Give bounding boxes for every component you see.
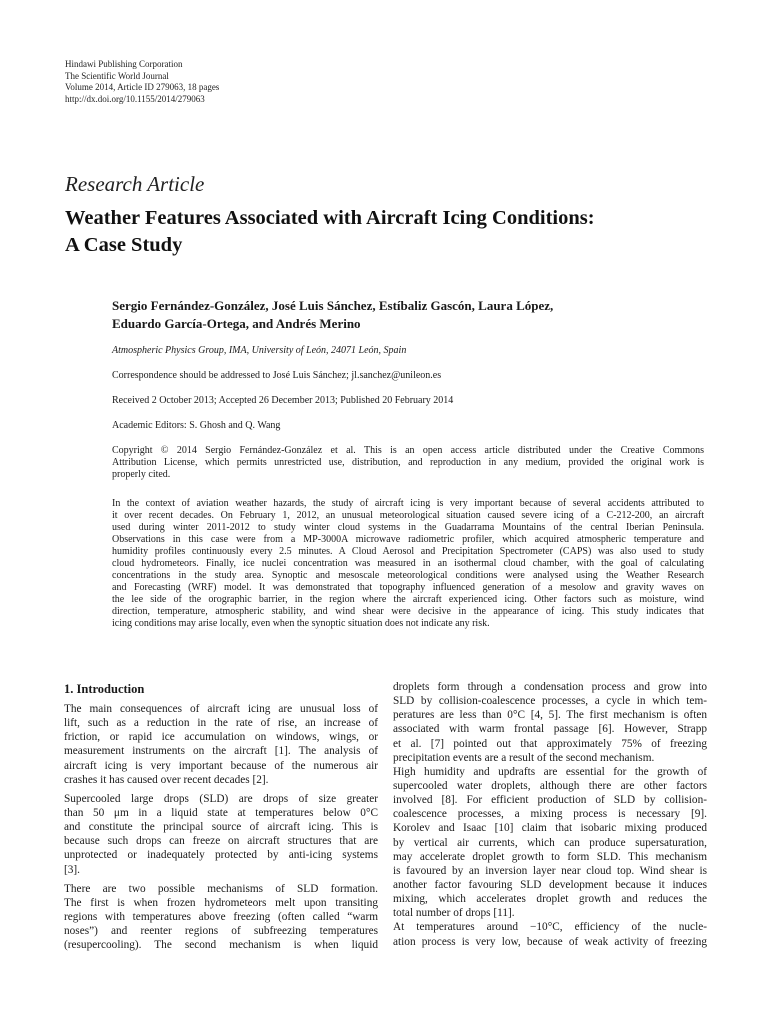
body-text-line: crashes it has caused over recent decades [2]. bbox=[64, 773, 269, 786]
body-text-line: than 50 μm in a liquid state at temperatures below 0°C bbox=[64, 806, 378, 819]
body-text-line: (resupercooling). The second mechanism is when liquid bbox=[64, 939, 378, 952]
abstract-line: used during winter 2011-2012 to study winter cloud systems in the Guadarrama Mountains of the central Iberian Peninsula. bbox=[112, 522, 704, 533]
abstract-line: Observations in this case were from a MP-3000A microwave radiometric profiler, which acquired atmospheric temperature and bbox=[112, 534, 704, 545]
body-text-line: droplets form through a condensation process and grow into bbox=[393, 681, 707, 693]
abstract-line: icing conditions may arise locally, even when the synoptic situation does not indicate any risk. bbox=[112, 618, 490, 629]
section-heading-introduction: 1. Introduction bbox=[64, 682, 145, 696]
abstract-line: direction, temperature, atmospheric stability, and wind shear were decisive in the appearance of icing. This study indicates that bbox=[112, 606, 704, 617]
body-text-line: because such drops can freeze on aircraft structures that are bbox=[64, 835, 378, 848]
author-line: Eduardo García-Ortega, and Andrés Merino bbox=[112, 316, 361, 331]
right-column-body bbox=[393, 680, 707, 949]
abstract-line: concentrations in the study area. Synoptic and mesoscale meteorological conditions were analysed using the Weather Research bbox=[112, 570, 704, 581]
body-text-line: There are two possible mechanisms of SLD formation. bbox=[64, 882, 378, 895]
right-column bbox=[393, 680, 707, 949]
volume-info: Volume 2014, Article ID 279063, 18 pages bbox=[65, 82, 220, 92]
abstract-line: In the context of aviation weather hazards, the study of aircraft icing is very important because of several accidents attributed to bbox=[112, 498, 704, 509]
body-text-line: total number of drops [11]. bbox=[393, 907, 515, 920]
body-text-line: mixing, which accelerates droplet growth and reduces the bbox=[393, 893, 707, 906]
left-column bbox=[64, 680, 378, 952]
doi-link[interactable]: http://dx.doi.org/10.1155/2014/279063 bbox=[65, 93, 205, 104]
body-text-line: At temperatures around −10°C, efficiency of the nucle- bbox=[393, 921, 707, 934]
paper-title bbox=[65, 205, 715, 259]
body-text-line: SLD by collision-coalescence processes, a cycle in which tem- bbox=[393, 695, 707, 708]
body-text-line: precipitation events are a result of the second mechanism. bbox=[393, 751, 655, 764]
copyright-notice bbox=[112, 445, 704, 481]
body-text-line: may accelerate droplet growth to form SLD. This mechanism bbox=[393, 850, 707, 863]
title-line: A Case Study bbox=[65, 234, 183, 256]
journal-name: The Scientific World Journal bbox=[65, 70, 169, 81]
correspondence: Correspondence should be addressed to José Luis Sánchez; jl.sanchez@unileon.es bbox=[112, 370, 442, 381]
body-text-line: friction, or rapid ice accumulation on windows, wings, or bbox=[64, 731, 378, 744]
body-text-line: supercooled water droplets, although there are other factors bbox=[393, 779, 707, 792]
academic-editors: Academic Editors: S. Ghosh and Q. Wang bbox=[112, 420, 281, 431]
left-column-body bbox=[64, 702, 378, 952]
affiliation: Atmospheric Physics Group, IMA, University of León, 24071 León, Spain bbox=[112, 345, 407, 356]
body-text-line: another factor favouring SLD development because it induces bbox=[393, 878, 707, 891]
body-text-line: Supercooled large drops (SLD) are drops of size greater bbox=[64, 792, 378, 805]
publisher-name: Hindawi Publishing Corporation bbox=[65, 59, 183, 69]
title-line: Weather Features Associated with Aircraft Icing Conditions: bbox=[65, 207, 595, 229]
body-text-line: measurement instruments on the aircraft [1]. The analysis of bbox=[64, 745, 378, 758]
body-text-line: is favoured by an inversion layer near cloud top. Wind shear is bbox=[393, 864, 707, 877]
abstract-line: humidity profiles continuously every 2.5 minutes. A Cloud Aerosol and Precipitation Spectrometer (CAPS) was also used to study bbox=[112, 546, 704, 557]
abstract bbox=[112, 498, 704, 630]
copyright-line: Copyright © 2014 Sergio Fernández-González et al. This is an open access article distributed under the Creative Commons bbox=[112, 445, 704, 456]
copyright-line: properly cited. bbox=[112, 469, 171, 480]
body-text-line: lift, such as a reduction in the rate of rise, an increase of bbox=[64, 717, 378, 730]
body-text-line: Korolev and Isaac [10] claim that isobaric mixing produced bbox=[393, 822, 707, 835]
body-text-line: associated with warm frontal passage [6]. However, Strapp bbox=[393, 723, 707, 736]
body-text-line: The first is when frozen hydrometeors melt upon transiting bbox=[64, 896, 378, 909]
body-text-line: involved [8]. For efficient production of SLD by collision- bbox=[393, 794, 707, 807]
body-text-line: regions with temperatures above freezing (often called “warm bbox=[64, 910, 378, 923]
journal-masthead bbox=[65, 59, 219, 105]
author-line: Sergio Fernández-González, José Luis Sánchez, Estíbaliz Gascón, Laura López, bbox=[112, 298, 554, 313]
body-text-line: et al. [7] pointed out that approximately 75% of freezing bbox=[393, 737, 707, 750]
body-text-line: ation process is very low, because of weak activity of freezing bbox=[393, 935, 707, 948]
abstract-line: the lee side of the orographic barrier, in the region where the aircraft experienced icing. Other factors such as moisture, wind bbox=[112, 594, 704, 605]
body-text-line: peratures are less than 0°C [4, 5]. The first mechanism is often bbox=[393, 709, 707, 722]
article-type: Research Article bbox=[65, 172, 205, 196]
author-list bbox=[112, 297, 712, 333]
body-text-line: and constitute the principal source of aircraft icing. This is bbox=[64, 821, 378, 834]
body-text-line: unprotected or inadequately protected by anti-icing systems bbox=[64, 849, 378, 862]
abstract-line: cloud hydrometeors. Finally, ice nuclei concentration was measured in an isothermal cloud chamber, with the goal of calculating bbox=[112, 558, 704, 569]
body-text-line: [3]. bbox=[64, 863, 80, 876]
copyright-line: Attribution License, which permits unrestricted use, distribution, and reproduction in any medium, provided the original work is bbox=[112, 457, 704, 468]
publication-dates: Received 2 October 2013; Accepted 26 December 2013; Published 20 February 2014 bbox=[112, 395, 454, 406]
abstract-line: and Forecasting (WRF) model. It was demonstrated that topography influenced generation of a mesolow and gravity waves on bbox=[112, 582, 704, 593]
body-text-line: noses”) and reenter regions of subfreezing temperatures bbox=[64, 925, 378, 938]
body-text-line: aircraft icing is very important because of the numerous air bbox=[64, 759, 378, 772]
body-text-line: High humidity and updrafts are essential for the growth of bbox=[393, 765, 707, 778]
abstract-line: it over recent decades. On February 1, 2012, an unusual meteorological situation caused severe icing of a C-212-200, an aircraft bbox=[112, 510, 704, 521]
body-text-line: by vertical air currents, which can produce supersaturation, bbox=[393, 836, 707, 849]
body-text-line: coalescence processes, a mixing process is necessary [9]. bbox=[393, 808, 707, 821]
body-text-line: The main consequences of aircraft icing are unusual loss of bbox=[64, 703, 378, 715]
